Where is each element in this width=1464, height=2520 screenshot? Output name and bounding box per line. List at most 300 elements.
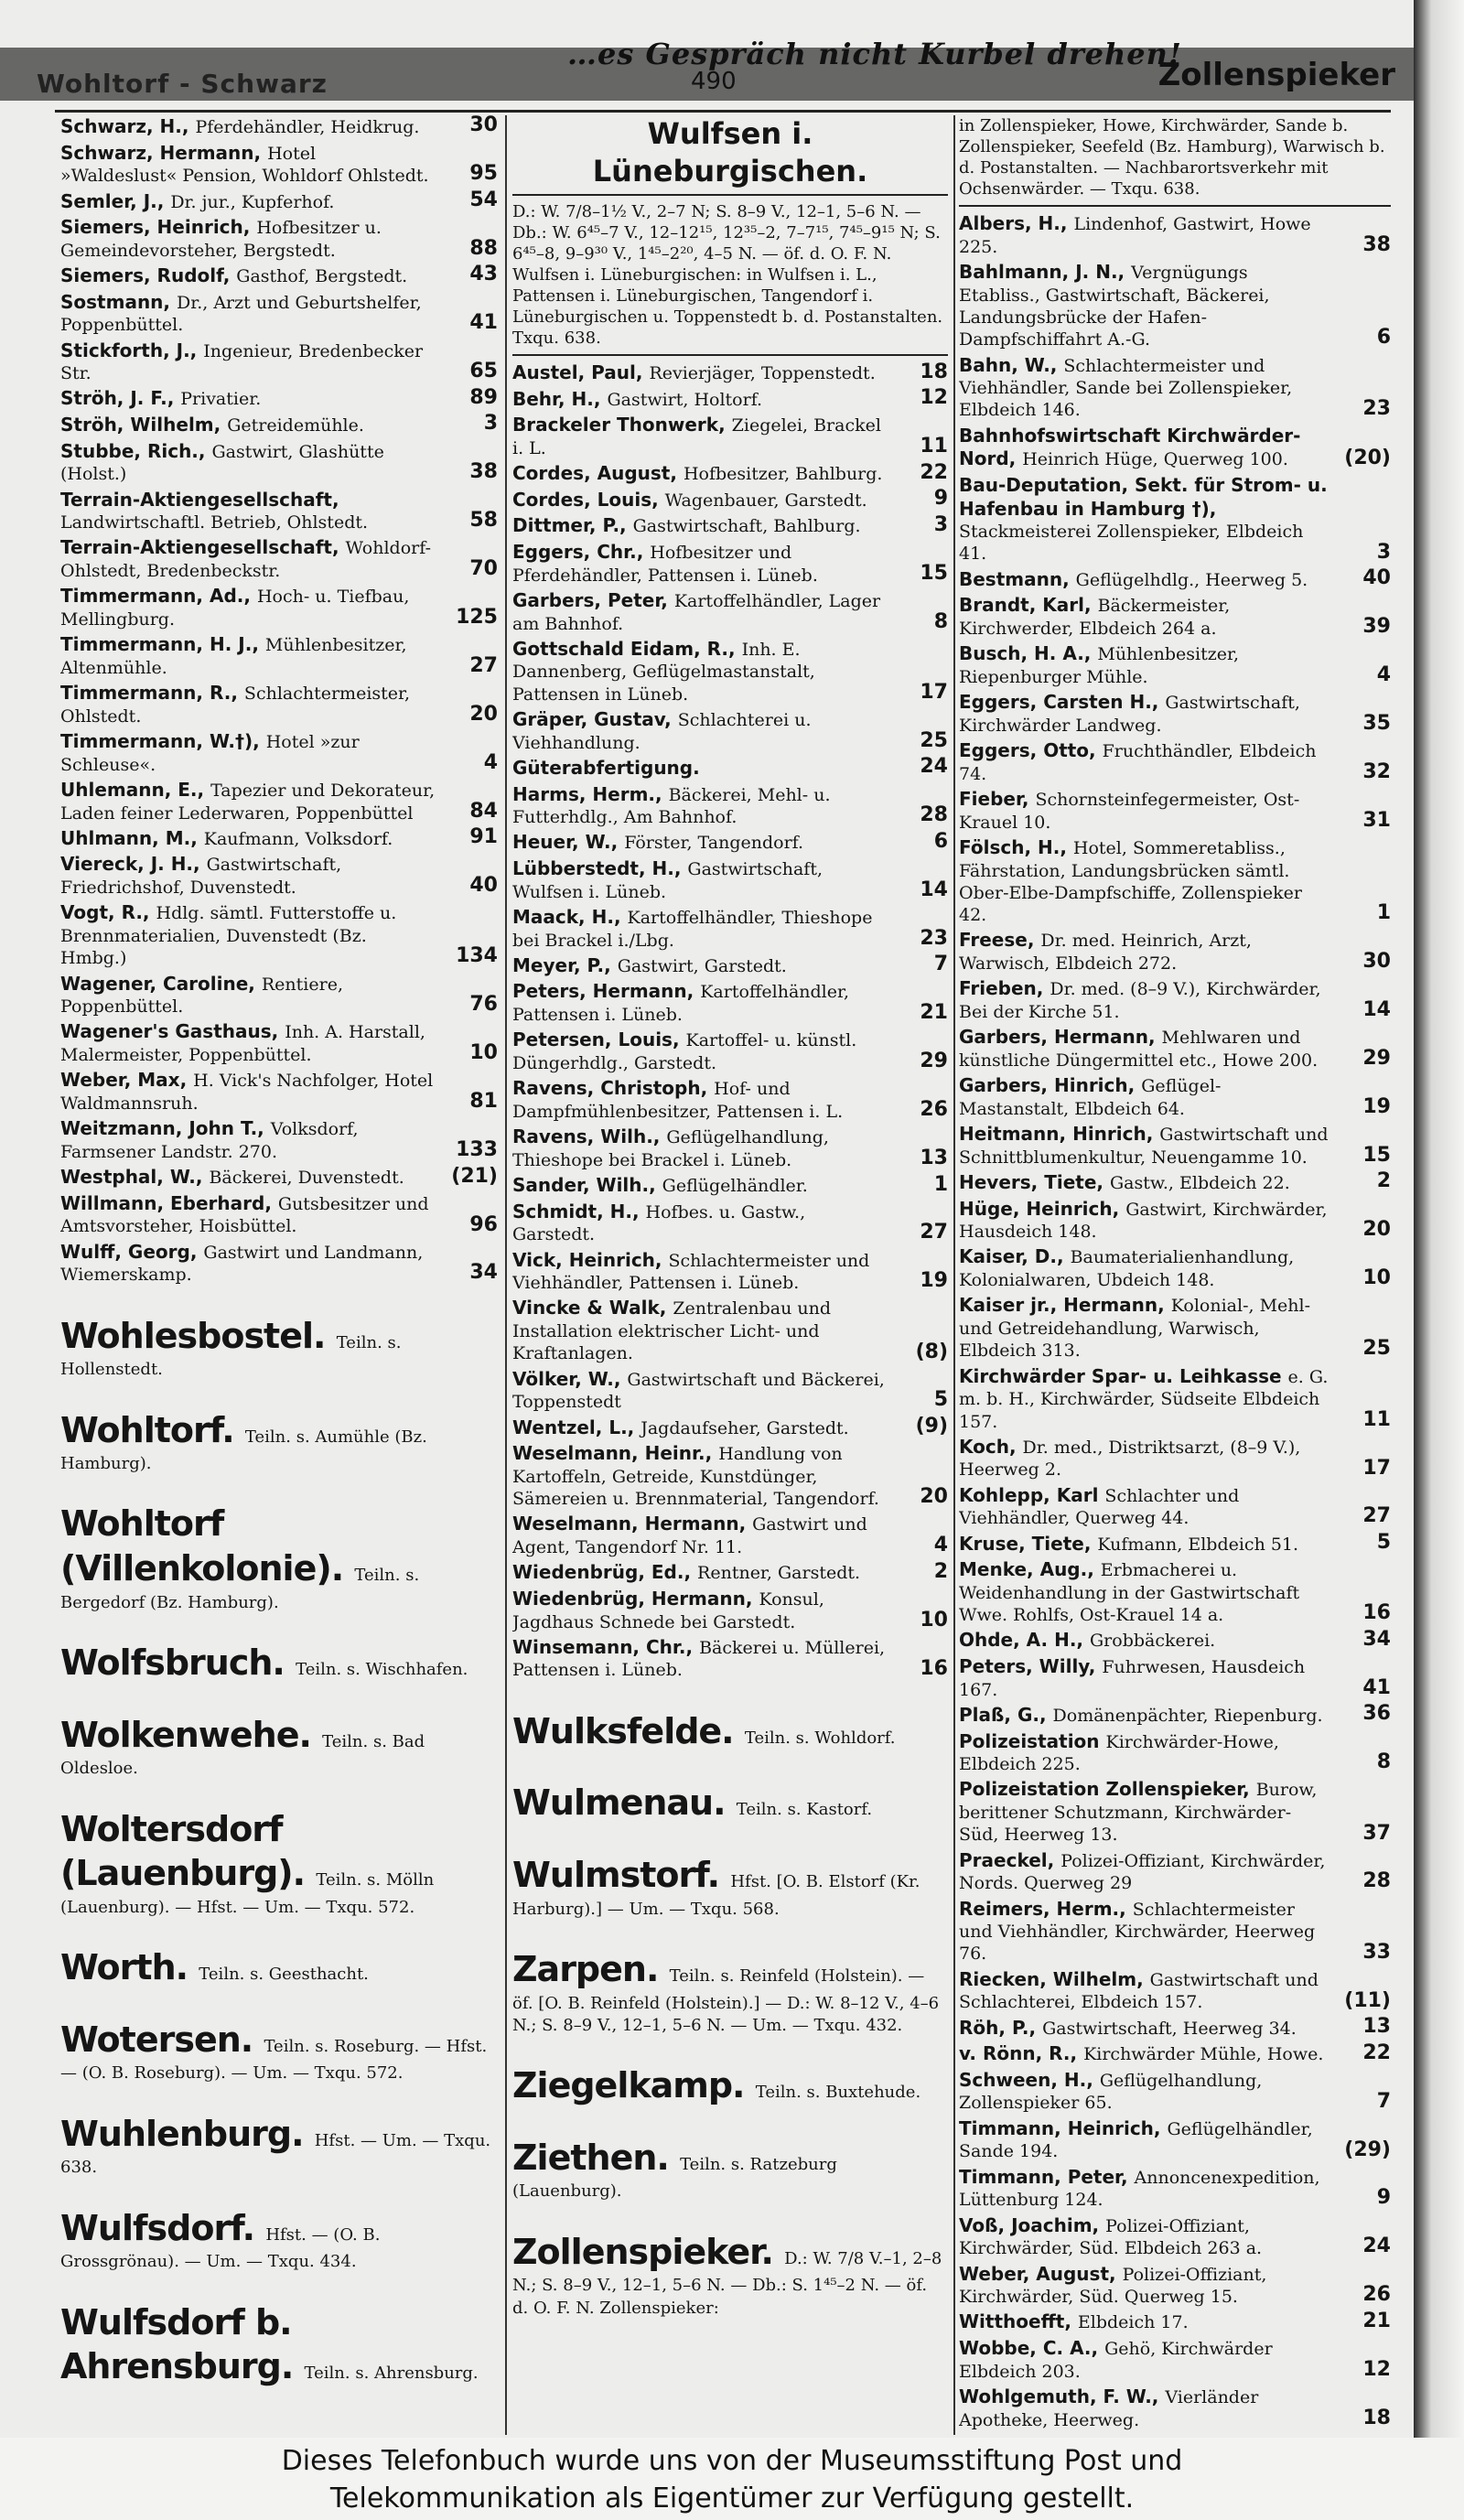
listing-description: Mühlenbesitzer, Riepenburger Mühle. xyxy=(959,644,1240,687)
listing-name: Hevers, Tiete, xyxy=(959,1170,1110,1193)
place-heading xyxy=(60,1502,498,1613)
listing-number: 4 xyxy=(483,750,498,774)
listing-entry xyxy=(60,827,498,851)
listing-entry xyxy=(959,212,1391,258)
listing-description: Stackmeisterei Zollenspieker, Elbdeich 41. xyxy=(959,522,1304,565)
listing-number: 13 xyxy=(920,1146,948,1169)
listing-description: Hofbesitzer u. Gemeindevorsteher, Bergstedt. xyxy=(60,218,382,261)
listing-name: Schwarz, Hermann, xyxy=(60,141,268,164)
listing-name: Weselmann, Heinr., xyxy=(512,1442,719,1465)
place-name: Wolfsbruch. xyxy=(60,1642,296,1684)
listing-name: Terrain-Aktiengesellschaft, xyxy=(60,488,339,511)
place-description: Teiln. s. Ahrensburg. xyxy=(304,2364,479,2384)
listing-entry xyxy=(512,1028,948,1074)
running-head-left: Wohltorf - Schwarz xyxy=(37,69,328,99)
listing-description: Schlachtermeister und Viehhändler, Pattensen i. Lüneb. xyxy=(512,1250,870,1294)
listing-name: Peters, Willy, xyxy=(959,1655,1103,1678)
place-list xyxy=(60,1314,498,2389)
listing-description: Gastwirtschaft und Bäckerei, Toppenstedt xyxy=(512,1369,885,1413)
place-name: Ziegelkamp. xyxy=(512,2065,756,2106)
listing-description: Ziegelei, Brackel i. L. xyxy=(512,415,881,458)
listing-description: Vierländer Apotheke, Heerweg. xyxy=(959,2386,1259,2430)
listing-description: Domänenpächter, Riepenburg. xyxy=(1052,1705,1323,1726)
listing-description: Dr. med. Heinrich, Arzt, Warwisch, Elbdeich 272. xyxy=(959,931,1252,975)
listing-number: 134 xyxy=(456,944,498,968)
listing-name: Bestmann, xyxy=(959,567,1076,590)
place-name: Woltersdorf (Lauenburg). xyxy=(60,1808,317,1894)
listing-entry xyxy=(60,115,498,139)
listing-name: Timmermann, R., xyxy=(60,682,244,705)
listing-entry xyxy=(959,1849,1391,1895)
listing-description: Konsul, Jagdhaus Schnede bei Garstedt. xyxy=(512,1588,824,1632)
listing-number: 54 xyxy=(469,188,498,211)
listing-number: 40 xyxy=(469,874,498,898)
listing-number: 96 xyxy=(469,1212,498,1236)
listing-entry xyxy=(959,2310,1391,2334)
listing-description: Mehlwaren und künstliche Düngermittel etc., Howe 200. xyxy=(959,1028,1319,1071)
place-description: D.: W. 7/8 V.–1, 2–8 N.; S. 8–9 V., 12–1, 5–6 N. — Db.: S. 1⁴⁵–2 N. — öf. d. O. F. N. Zollenspieker: xyxy=(512,2248,942,2318)
listing-number: 33 xyxy=(1362,1940,1391,1964)
listing-name: Wiedenbrüg, Ed., xyxy=(512,1561,698,1584)
listing-name: Wagener, Caroline, xyxy=(60,972,262,995)
listing-number: 76 xyxy=(469,993,498,1017)
place-heading xyxy=(60,1945,498,1990)
listing-number: 40 xyxy=(1362,566,1391,590)
listing-entry xyxy=(959,1171,1391,1195)
listing-entry xyxy=(959,474,1391,565)
place-description: Hfst. [O. B. Elstorf (Kr. Harburg).] — Um. — Txqu. 568. xyxy=(512,1871,920,1919)
listing-name: Fölsch, H., xyxy=(959,835,1073,858)
listing-name: Austel, Paul, xyxy=(512,361,650,384)
listing-number: (11) xyxy=(1344,1988,1391,2012)
listing-entry xyxy=(959,1778,1391,1846)
header-rule xyxy=(55,110,1391,113)
listing-number: 10 xyxy=(1362,1266,1391,1290)
listing-name: Wohlgemuth, F. W., xyxy=(959,2385,1166,2407)
listing-entry xyxy=(959,788,1391,834)
listing-description: H. Vick's Nachfolger, Hotel Waldmannsruh. xyxy=(60,1071,434,1114)
place-heading xyxy=(60,1807,498,1919)
listing-name: Stickforth, J., xyxy=(60,339,204,361)
place-heading xyxy=(60,2018,498,2084)
listing-name: Vincke & Walk, xyxy=(512,1297,673,1319)
listing-entry xyxy=(959,977,1391,1023)
listing-entry xyxy=(60,291,498,337)
listing-name: Schwarz, H., xyxy=(60,115,196,137)
listing-entry xyxy=(959,691,1391,737)
listing-entry xyxy=(512,1297,948,1364)
listing-entry xyxy=(60,901,498,969)
column-1 xyxy=(60,115,498,2435)
listing-number: 8 xyxy=(1376,1750,1391,1774)
listing-number: 21 xyxy=(1362,2309,1391,2332)
listing-description: Zentralenbau und Installation elektrischer Licht- und Kraftanlagen. xyxy=(512,1298,832,1364)
listing-entry xyxy=(512,954,948,978)
listing-description: Geflügelhändler, Sande 194. xyxy=(959,2118,1313,2162)
place-heading xyxy=(60,1713,498,1780)
listing-description: Gastw., Elbdeich 22. xyxy=(1109,1172,1290,1193)
listing-entry xyxy=(512,1513,948,1558)
listing-name: Eggers, Otto, xyxy=(959,739,1103,762)
listing-description: Schlachter und Viehhändler, Querweg 44. xyxy=(959,1485,1240,1529)
listing-name: Willmann, Eberhard, xyxy=(60,1191,278,1214)
listing-entry xyxy=(959,568,1391,592)
listing-description: Ingenieur, Bredenbecker Str. xyxy=(60,340,424,384)
running-head-right: Zollenspieker xyxy=(1157,57,1395,93)
listing-number: 26 xyxy=(1362,2283,1391,2307)
listing-number: 29 xyxy=(920,1050,948,1073)
place-heading xyxy=(512,2063,948,2108)
place-description: Teiln. s. Roseburg. — Hfst. — (O. B. Roseburg). — Um. — Txqu. 572. xyxy=(60,2036,488,2084)
listing-description: Schlachterei u. Viehhandlung. xyxy=(512,710,812,753)
listing-description: Geflügel-Mastanstalt, Elbdeich 64. xyxy=(959,1076,1222,1119)
listing-name: Reimers, Herm., xyxy=(959,1897,1133,1920)
place-description: Teiln. s. Reinfeld (Holstein). — öf. [O. B. Reinfeld (Holstein).] — D.: W. 8–12 V., 4–6 N.; S. 8–9 V., 12–1, 5–6 N. — Um. — Txqu. 432. xyxy=(512,1965,940,2035)
listing-description: Burow, berittener Schutzmann, Kirchwärder-Süd, Heerweg 13. xyxy=(959,1780,1318,1846)
listing-entry xyxy=(60,853,498,899)
listing-entry xyxy=(60,633,498,679)
listing-number: 25 xyxy=(920,728,948,752)
listing-description: Kartoffel- u. künstl. Düngerhdlg., Garstedt. xyxy=(512,1030,857,1073)
listing-description: Hoch- u. Tiefbau, Mellingburg. xyxy=(60,587,410,630)
listing-number: 35 xyxy=(1362,711,1391,735)
listing-number: 28 xyxy=(1362,1869,1391,1893)
listing-number: 133 xyxy=(456,1138,498,1162)
listing-name: Plaß, G., xyxy=(959,1703,1053,1726)
listing-name: Schween, H., xyxy=(959,2068,1100,2091)
listing-name: Sostmann, xyxy=(60,290,177,313)
listing-entry xyxy=(959,2017,1391,2041)
listing-entry xyxy=(60,585,498,630)
column-2 xyxy=(512,115,948,2435)
listing-entry xyxy=(959,1245,1391,1291)
listing-number: 65 xyxy=(469,360,498,383)
listing-name: Siemers, Heinrich, xyxy=(60,216,257,239)
listing-name: Timmermann, Ad., xyxy=(60,585,257,608)
listing-number: 95 xyxy=(469,162,498,186)
listing-name: Albers, H., xyxy=(959,212,1074,235)
listing-number: 5 xyxy=(933,1388,948,1412)
listing-description: Kartoffelhändler, Pattensen i. Lüneb. xyxy=(512,982,850,1026)
place-name: Worth. xyxy=(60,1947,199,1988)
listing-number: 29 xyxy=(1362,1047,1391,1070)
listing-entry xyxy=(959,2042,1391,2066)
listing-entry xyxy=(60,1020,498,1066)
town-service-info: D.: W. 7/8–1½ V., 2–7 N; S. 8–9 V., 12–1, 5–6 N. — Db.: W. 6⁴⁵–7 V., 12–12¹⁵, 12³⁵–2, 7–7¹⁵, 7⁴⁵–9¹⁵ N; S. 6⁴⁵–8, 9–9³⁰ V., 1⁴⁵–2²⁰, 4–5 N. — öf. d. O. F. N. Wulfsen i. Lüneburgischen: in Wulfsen i. L., Pattensen i. Lüneburgischen, Tangendorf i. Lüneburgischen u. Toppenstedt b. d. Postanstalten. Txqu. 638. xyxy=(512,201,948,356)
listing-entry xyxy=(959,2263,1391,2309)
place-heading xyxy=(512,1781,948,1825)
listing-entry xyxy=(60,216,498,262)
listing-entry xyxy=(512,980,948,1026)
entry-list xyxy=(60,115,498,1287)
listing-name: Siemers, Rudolf, xyxy=(60,264,237,286)
listing-number: 12 xyxy=(1362,2357,1391,2381)
header-banner: …es Gespräch nicht Kurbel drehen! xyxy=(567,37,1182,71)
listing-entry xyxy=(512,1368,948,1414)
listing-description: Geflügelhandlung, Zollenspieker 65. xyxy=(959,2070,1263,2114)
listing-entry xyxy=(60,142,498,188)
listing-description: Geflügelhändler. xyxy=(662,1176,808,1197)
listing-name: Kaiser jr., Hermann, xyxy=(959,1294,1171,1317)
listing-number: 27 xyxy=(469,653,498,677)
listing-name: Fieber, xyxy=(959,788,1036,810)
listing-description: Bäckerei, Duvenstedt. xyxy=(209,1168,404,1189)
listing-name: Weselmann, Hermann, xyxy=(512,1513,753,1535)
listing-description: Hotel »Waldeslust« Pension, Wohldorf Ohlstedt. xyxy=(60,143,429,187)
listing-description: Fuhrwesen, Hausdeich 167. xyxy=(959,1657,1306,1700)
listing-entry xyxy=(512,1125,948,1171)
place-description: Teiln. s. Hollenstedt. xyxy=(60,1332,402,1380)
listing-name: Viereck, J. H., xyxy=(60,853,207,876)
listing-name: Brandt, Karl, xyxy=(959,594,1098,617)
place-name: Wolkenwehe. xyxy=(60,1714,323,1755)
listing-description: Kaufmann, Volksdorf. xyxy=(203,828,393,849)
listing-entry xyxy=(959,1655,1391,1701)
listing-entry xyxy=(959,261,1391,351)
book-binding-edge xyxy=(1414,0,1464,2438)
listing-description: Dr., Arzt und Geburtshelfer, Poppenbüttel. xyxy=(60,292,422,336)
listing-entry xyxy=(959,1198,1391,1244)
listing-description: Gastwirtschaft, Bahlburg. xyxy=(632,516,861,537)
listing-entry xyxy=(959,1629,1391,1653)
listing-entry xyxy=(512,757,948,781)
listing-number: 16 xyxy=(920,1656,948,1680)
listing-name: Wagener's Gasthaus, xyxy=(60,1020,285,1043)
listing-number: 81 xyxy=(469,1090,498,1114)
listing-description: Gastwirt, Holtorf. xyxy=(607,389,763,410)
place-description: Teiln. s. Ratzeburg (Lauenburg). xyxy=(512,2154,837,2202)
listing-number: 23 xyxy=(1362,396,1391,420)
listing-number: 2 xyxy=(1376,1169,1391,1193)
listing-entry xyxy=(60,779,498,824)
listing-name: Kruse, Tiete, xyxy=(959,1532,1098,1555)
place-description: Teiln. s. Bergedorf (Bz. Hamburg). xyxy=(60,1566,420,1612)
listing-description: Gastwirtschaft, Wulfsen i. Lüneb. xyxy=(512,859,824,902)
listing-description: Fruchthändler, Elbdeich 74. xyxy=(959,741,1317,784)
listing-description: Kirchwärder-Howe, Elbdeich 225. xyxy=(959,1731,1279,1775)
place-description: Hfst. — Um. — Txqu. 638. xyxy=(60,2130,491,2178)
listing-name: Wobbe, C. A., xyxy=(959,2337,1105,2359)
listing-number: 34 xyxy=(469,1261,498,1285)
place-name: Zarpen. xyxy=(512,1948,670,1989)
listing-entry xyxy=(959,354,1391,422)
listing-name: Güterabfertigung. xyxy=(512,756,700,779)
listing-number: 7 xyxy=(1376,2089,1391,2113)
listing-description: Privatier. xyxy=(180,389,262,410)
listing-number: 27 xyxy=(920,1221,948,1244)
place-heading xyxy=(512,1853,948,1920)
entry-list xyxy=(959,212,1391,2431)
listing-entry xyxy=(60,264,498,288)
listing-entry xyxy=(512,1588,948,1633)
listing-number: 37 xyxy=(1362,1821,1391,1845)
listing-number: 31 xyxy=(1362,808,1391,832)
listing-entry xyxy=(512,708,948,754)
listing-description: Kolonial-, Mehl- und Getreidehandlung, Warwisch, Elbdeich 313. xyxy=(959,1296,1311,1362)
listing-name: Harms, Herm., xyxy=(512,782,669,805)
listing-description: Gastwirt, Garstedt. xyxy=(617,955,787,976)
listing-description: Hofbesitzer und Pferdehändler, Pattensen i. Lüneb. xyxy=(512,543,818,586)
listing-name: Ohde, A. H., xyxy=(959,1629,1090,1652)
listing-entry xyxy=(959,1436,1391,1481)
listing-name: Lübberstedt, H., xyxy=(512,857,688,880)
listing-entry xyxy=(60,1117,498,1163)
listing-entry xyxy=(512,1561,948,1585)
listing-entry xyxy=(512,541,948,587)
place-heading xyxy=(60,1314,498,1381)
listing-name: Maack, H., xyxy=(512,905,628,928)
place-description: Teiln. s. Buxtehude. xyxy=(755,2083,921,2103)
listing-number: 26 xyxy=(920,1098,948,1121)
listing-number: 23 xyxy=(920,926,948,950)
footer-notice xyxy=(0,2438,1464,2520)
listing-entry xyxy=(512,1201,948,1246)
listing-description: Tapezier und Dekorateur, Laden feiner Lederwaren, Poppenbüttel xyxy=(60,780,436,824)
listing-description: Gastwirtschaft, Friedrichshof, Duvenstedt. xyxy=(60,855,342,899)
listing-description: Hofbes. u. Gastw., Garstedt. xyxy=(512,1201,806,1245)
column-divider xyxy=(505,115,507,2435)
listing-name: Voß, Joachim, xyxy=(959,2213,1106,2236)
listing-name: Vogt, R., xyxy=(60,901,156,924)
listing-entry xyxy=(959,2214,1391,2260)
listing-description: Kartoffelhändler, Thieshope bei Brackel i./Lbg. xyxy=(512,907,873,951)
listing-entry xyxy=(512,589,948,635)
listing-entry xyxy=(512,906,948,952)
listing-name: Frieben, xyxy=(959,977,1050,1000)
listing-number: 8 xyxy=(933,609,948,633)
listing-description: Polizei-Offiziant, Kirchwärder, Süd. Querweg 15. xyxy=(959,2264,1267,2308)
listing-number: 14 xyxy=(920,878,948,901)
listing-number: 12 xyxy=(920,386,948,410)
listing-entry xyxy=(959,594,1391,640)
listing-number: 43 xyxy=(469,263,498,286)
place-name: Wulksfelde. xyxy=(512,1710,745,1751)
listing-description: e. G. m. b. H., Kirchwärder, Südseite Elbdeich 157. xyxy=(959,1366,1329,1432)
listing-name: Garbers, Hinrich, xyxy=(959,1074,1142,1097)
listing-name: Wulff, Georg, xyxy=(60,1240,204,1263)
listing-name: Freese, xyxy=(959,929,1041,952)
listing-entry xyxy=(959,2337,1391,2383)
listing-entry xyxy=(60,339,498,385)
listing-name: Timmermann, W.†), xyxy=(60,730,266,753)
listing-number: 5 xyxy=(1376,1531,1391,1555)
listing-number: 30 xyxy=(469,115,498,137)
listing-description: Bäckerei, Mehl- u. Futterhdlg., Am Bahnhof. xyxy=(512,784,831,828)
listing-description: Baumaterialienhandlung, Kolonialwaren, Ubdeich 148. xyxy=(959,1247,1295,1291)
listing-number: 25 xyxy=(1362,1337,1391,1361)
listing-name: Terrain-Aktiengesellschaft, xyxy=(60,536,346,559)
listing-number: 18 xyxy=(920,360,948,383)
listing-entry xyxy=(60,536,498,582)
place-heading xyxy=(60,1408,498,1475)
listing-name: Winsemann, Chr., xyxy=(512,1635,700,1658)
listing-entry xyxy=(60,973,498,1018)
listing-description: Jagdaufseher, Garstedt. xyxy=(640,1417,849,1438)
listing-name: Timmermann, H. J., xyxy=(60,633,265,656)
place-name: Wulfsdorf b. Ahrensburg. xyxy=(60,2301,305,2387)
listing-description: Gastwirtschaft, Kirchwärder Landweg. xyxy=(959,693,1300,736)
listing-name: Eggers, Chr., xyxy=(512,541,651,563)
place-description: Teiln. s. Bad Oldesloe. xyxy=(60,1731,425,1779)
listing-number: 22 xyxy=(920,460,948,484)
listing-entry xyxy=(959,2069,1391,2115)
listing-number: 10 xyxy=(920,1608,948,1632)
listing-description: Wagenbauer, Garstedt. xyxy=(664,490,867,511)
listing-number: 3 xyxy=(1376,540,1391,564)
place-name: Ziethen. xyxy=(512,2137,681,2178)
listing-description: Gastwirt, Glashütte (Holst.) xyxy=(60,441,384,485)
listing-number: 30 xyxy=(1362,950,1391,974)
listing-entry xyxy=(959,1730,1391,1776)
listing-name: Busch, H. A., xyxy=(959,642,1098,665)
listing-name: Timmann, Heinrich, xyxy=(959,2116,1168,2139)
listing-entry xyxy=(959,1123,1391,1168)
listing-number: 125 xyxy=(456,606,498,630)
listing-description: Gastwirt, Kirchwärder, Hausdeich 148. xyxy=(959,1199,1328,1243)
listing-name: Semler, J., xyxy=(60,189,171,212)
listing-number: 27 xyxy=(1362,1504,1391,1528)
listing-name: Westphal, W., xyxy=(60,1166,210,1189)
place-description: Teiln. s. Mölln (Lauenburg). — Hfst. — Um. — Txqu. 572. xyxy=(60,1870,435,1917)
listing-description: Gastwirt und Landmann, Wiemerskamp. xyxy=(60,1242,424,1286)
listing-name: Dittmer, P., xyxy=(512,514,633,537)
place-description: Teiln. s. Geesthacht. xyxy=(199,1965,369,1985)
listing-number: 84 xyxy=(469,799,498,823)
place-heading xyxy=(512,2136,948,2202)
listing-description: Hof- und Dampfmühlenbesitzer, Pattensen i. L. xyxy=(512,1079,844,1122)
listing-description: Gastwirtschaft und Schlachterei, Elbdeich 157. xyxy=(959,1969,1319,2013)
listing-number: (8) xyxy=(915,1340,948,1363)
listing-name: Witthoefft, xyxy=(959,2310,1078,2333)
listing-description: Lindenhof, Gastwirt, Howe 225. xyxy=(959,214,1311,257)
listing-name: Schmidt, H., xyxy=(512,1200,646,1222)
listing-name: Bahnhofswirtschaft Kirchwärder-Nord, xyxy=(959,424,1301,470)
listing-entry xyxy=(512,638,948,705)
listing-entry xyxy=(60,730,498,776)
place-name: Wuhlenburg. xyxy=(60,2113,315,2154)
place-name: Wohltorf (Villenkolonie). xyxy=(60,1503,355,1589)
listing-entry xyxy=(512,414,948,459)
listing-entry xyxy=(512,1077,948,1123)
listing-description: Heinrich Hüge, Querweg 100. xyxy=(1022,449,1288,470)
listing-name: Völker, W., xyxy=(512,1367,628,1390)
listing-name: Behr, H., xyxy=(512,387,608,410)
listing-name: Ravens, Wilh., xyxy=(512,1125,667,1148)
listing-entry xyxy=(959,1968,1391,2014)
listing-number: 19 xyxy=(1362,1094,1391,1118)
listing-name: Uhlemann, E., xyxy=(60,778,211,801)
listing-entry xyxy=(959,2166,1391,2212)
listing-entry xyxy=(512,1174,948,1198)
listing-name: Hüge, Heinrich, xyxy=(959,1197,1126,1220)
listing-entry xyxy=(959,642,1391,688)
place-name: Wotersen. xyxy=(60,2019,264,2060)
listing-entry xyxy=(512,462,948,486)
place-description: Hfst. — (O. B. Grossgrönau). — Um. — Txqu. 434. xyxy=(60,2224,381,2272)
listing-description: Bäckermeister, Kirchwerder, Elbdeich 264 a. xyxy=(959,596,1231,639)
listing-description: Hofbesitzer, Bahlburg. xyxy=(683,464,883,485)
listing-entry xyxy=(959,425,1391,471)
listing-number: 19 xyxy=(920,1269,948,1293)
listing-description: Polizei-Offiziant, Kirchwärder, Süd. Elbdeich 263 a. xyxy=(959,2215,1263,2259)
listing-name: Menke, Aug., xyxy=(959,1558,1101,1581)
listing-description: Kartoffelhändler, Lager am Bahnhof. xyxy=(512,590,881,634)
listing-number: 32 xyxy=(1362,759,1391,783)
listing-number: 34 xyxy=(1362,1627,1391,1651)
listing-number: 3 xyxy=(933,512,948,536)
listing-name: Stubbe, Rich., xyxy=(60,439,212,462)
listing-name: Sander, Wilh., xyxy=(512,1174,662,1197)
